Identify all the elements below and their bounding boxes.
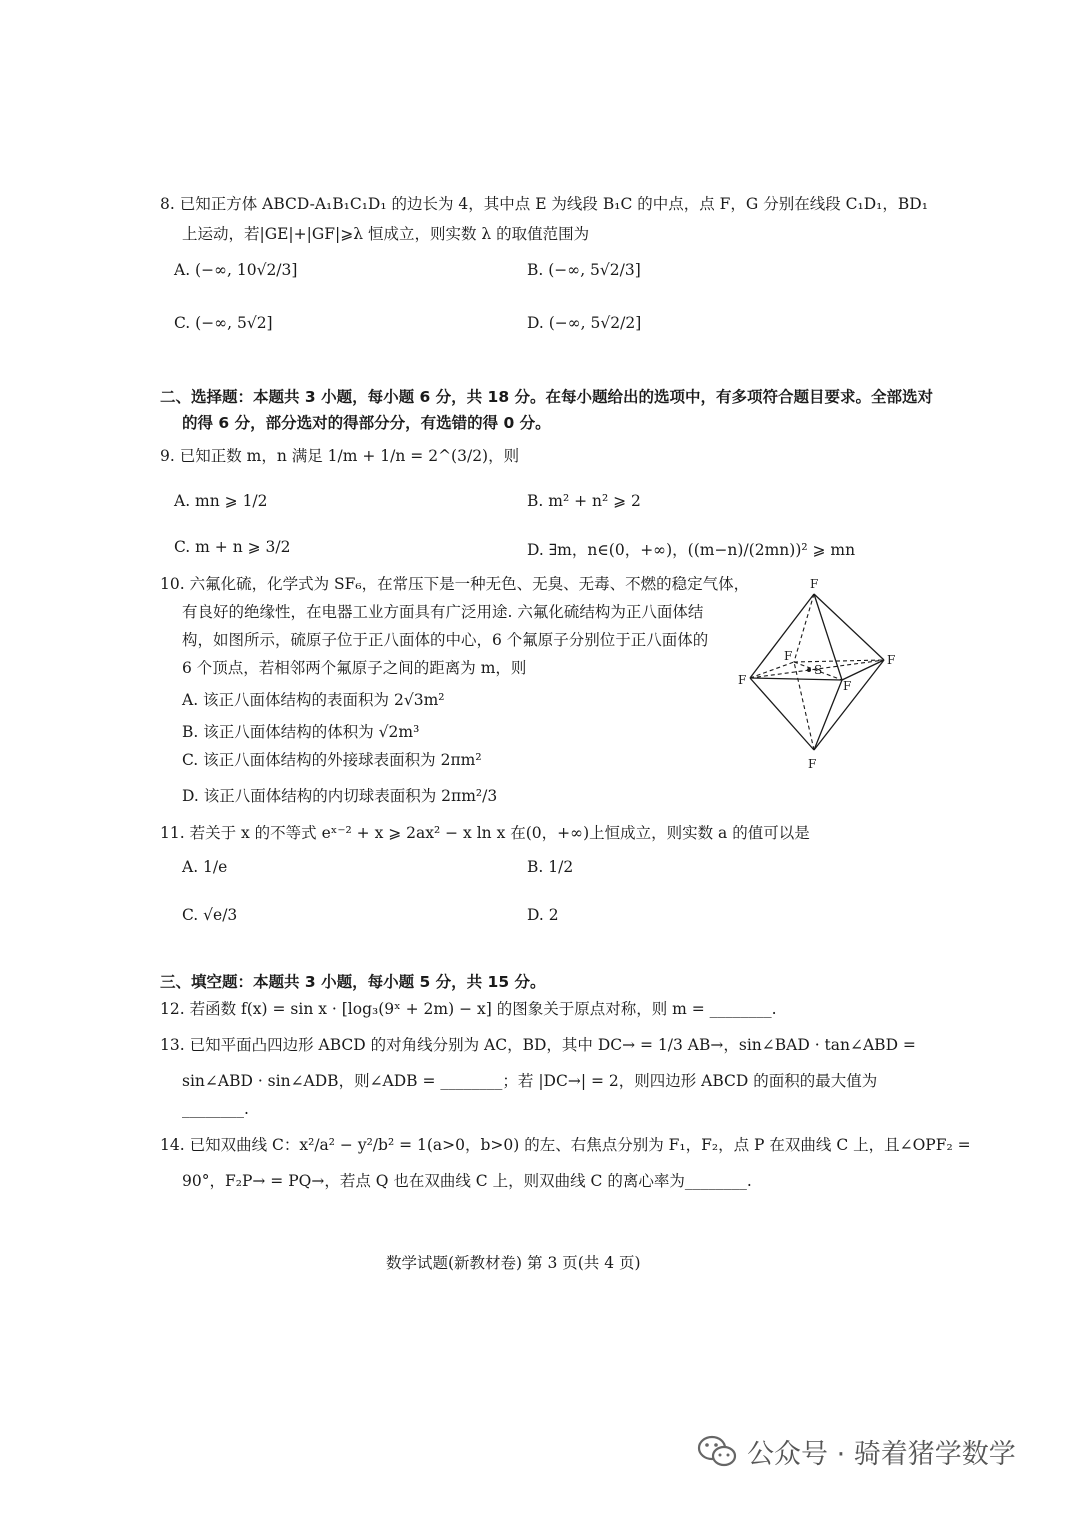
section2-heading: 二、选择题：本题共 3 小题，每小题 6 分，共 18 分。在每小题给出的选项中，有多项符合题目要求。全部选对 xyxy=(160,388,934,406)
fluorine-label-top: F xyxy=(810,577,819,591)
watermark-text: 公众号 · 骑着猪学数学 xyxy=(747,1439,1016,1470)
section2-heading-cont: 的得 6 分，部分选对的得部分分，有选错的得 0 分。 xyxy=(182,414,551,432)
fluorine-label-back: F xyxy=(784,649,793,663)
page-footer: 数学试题(新教材卷) 第 3 页(共 4 页) xyxy=(386,1254,641,1272)
q11-option-d: D. 2 xyxy=(527,906,559,924)
q14-line1: 14. 已知双曲线 C：x²/a² − y²/b² = 1(a>0，b>0) 的左、右焦点分别为 F₁，F₂，点 P 在双曲线 C 上，且∠OPF₂ = xyxy=(160,1136,971,1154)
q9-option-b: B. m² + n² ⩾ 2 xyxy=(527,492,641,510)
q9-option-c: C. m + n ⩾ 3/2 xyxy=(174,538,291,556)
q14-line2: 90°，F₂P→ = PQ→，若点 Q 也在双曲线 C 上，则双曲线 C 的离心率为________. xyxy=(182,1172,752,1190)
q11-option-a: A. 1/e xyxy=(182,858,228,876)
q9-option-a: A. mn ⩾ 1/2 xyxy=(174,492,268,510)
octahedron-figure xyxy=(730,574,910,770)
q10-line1: 10. 六氟化硫，化学式为 SF₆，在常压下是一种无色、无臭、无毒、不燃的稳定气体， xyxy=(160,575,750,593)
q8-line1: 8. 已知正方体 ABCD-A₁B₁C₁D₁ 的边长为 4，其中点 E 为线段 B₁C 的中点，点 F，G 分别在线段 C₁D₁，BD₁ xyxy=(160,195,928,213)
sulfur-label: S xyxy=(814,663,823,677)
fluorine-label-left: F xyxy=(738,673,747,687)
q13-line1: 13. 已知平面凸四边形 ABCD 的对角线分别为 AC，BD，其中 DC→ = 1/3 AB→，sin∠BAD · tan∠ABD = xyxy=(160,1036,916,1054)
q13-line3: ________. xyxy=(182,1100,249,1118)
q8-line2: 上运动，若|GE|+|GF|⩾λ 恒成立，则实数 λ 的取值范围为 xyxy=(182,225,590,243)
watermark xyxy=(697,1432,1016,1471)
q11-option-c: C. √e/3 xyxy=(182,906,238,924)
q11-stem: 11. 若关于 x 的不等式 eˣ⁻² + x ⩾ 2ax² − x ln x 在(0，+∞)上恒成立，则实数 a 的值可以是 xyxy=(160,824,810,842)
fluorine-label-front: F xyxy=(843,679,852,693)
q10-option-d: D. 该正八面体结构的内切球表面积为 2πm²/3 xyxy=(182,787,498,805)
q8-option-c: C. (−∞, 5√2] xyxy=(174,314,273,332)
q10-option-b: B. 该正八面体结构的体积为 √2m³ xyxy=(182,723,420,741)
q8-option-a: A. (−∞, 10√2/3] xyxy=(174,261,298,279)
q8-option-d: D. (−∞, 5√2/2] xyxy=(527,314,642,332)
q12-stem: 12. 若函数 f(x) = sin x · [log₃(9ˣ + 2m) − x] 的图象关于原点对称，则 m = ________. xyxy=(160,1000,777,1018)
q11-option-b: B. 1/2 xyxy=(527,858,574,876)
q9-stem: 9. 已知正数 m，n 满足 1/m + 1/n = 2^(3/2)，则 xyxy=(160,447,520,465)
fluorine-label-bottom: F xyxy=(808,757,817,770)
q9-option-d: D. ∃m，n∈(0，+∞)，((m−n)/(2mn))² ⩾ mn xyxy=(527,541,856,559)
q10-line4: 6 个顶点，若相邻两个氟原子之间的距离为 m，则 xyxy=(182,659,527,677)
section3-heading: 三、填空题：本题共 3 小题，每小题 5 分，共 15 分。 xyxy=(160,973,546,991)
q8-option-b: B. (−∞, 5√2/3] xyxy=(527,261,641,279)
fluorine-label-right: F xyxy=(887,653,896,667)
q10-line2: 有良好的绝缘性，在电器工业方面具有广泛用途. 六氟化硫结构为正八面体结 xyxy=(182,603,704,621)
wechat-icon xyxy=(697,1434,737,1470)
q10-option-c: C. 该正八面体结构的外接球表面积为 2πm² xyxy=(182,751,482,769)
q10-line3: 构，如图所示，硫原子位于正八面体的中心，6 个氟原子分别位于正八面体的 xyxy=(182,631,709,649)
q10-option-a: A. 该正八面体结构的表面积为 2√3m² xyxy=(182,691,445,709)
q13-line2: sin∠ABD · sin∠ADB，则∠ADB = ________；若 |DC→| = 2，则四边形 ABCD 的面积的最大值为 xyxy=(182,1072,878,1090)
